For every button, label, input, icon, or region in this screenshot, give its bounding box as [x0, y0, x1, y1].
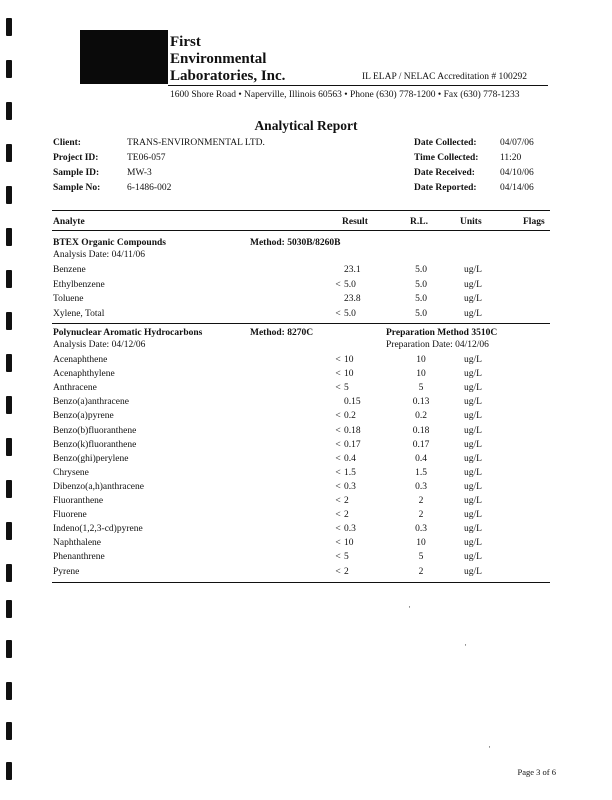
result-value: 0.2 [344, 411, 356, 422]
reporting-limit: 5 [418, 552, 424, 563]
result-value: 5 [344, 552, 349, 563]
reporting-limit: 0.13 [412, 397, 430, 408]
table-row [0, 265, 612, 279]
result-qualifier: < [335, 279, 341, 290]
table-row [0, 440, 612, 454]
analyte-name: Phenanthrene [53, 552, 105, 563]
date-collected-label: Date Collected: [414, 138, 477, 148]
result-qualifier: < [335, 496, 341, 506]
result-units: ug/L [464, 453, 482, 464]
result-units: ug/L [464, 481, 482, 492]
result-qualifier: < [335, 481, 341, 492]
reporting-limit: 0.17 [412, 439, 430, 450]
analyte-name: Benzene [53, 265, 86, 275]
result-value: 0.17 [344, 439, 361, 450]
result-qualifier: < [335, 355, 341, 365]
reporting-limit: 5.0 [415, 265, 427, 275]
result-value: 2 [344, 566, 349, 577]
company-name-line3: Laboratories, Inc. [170, 68, 286, 84]
analyte-name: Benzo(a)pyrene [53, 411, 114, 422]
reporting-limit: 10 [416, 538, 426, 549]
col-analyte: Analyte [53, 217, 85, 227]
btex-method: Method: 5030B/8260B [250, 238, 341, 248]
client-value: TRANS-ENVIRONMENTAL LTD. [127, 138, 265, 148]
pah-prep-date: Preparation Date: 04/12/06 [386, 340, 489, 350]
table-row [0, 552, 612, 566]
result-units: ug/L [464, 566, 482, 577]
reporting-limit: 0.3 [415, 524, 427, 535]
table-row [0, 411, 612, 425]
result-value: 23.8 [344, 294, 361, 304]
table-row [0, 397, 612, 411]
analyte-name: Naphthalene [53, 538, 102, 549]
result-value: 0.18 [344, 425, 361, 436]
company-address: 1600 Shore Road • Naperville, Illinois 60563 • Phone (630) 778-1200 • Fax (630) 778-1233 [170, 90, 520, 100]
binding-mark [6, 762, 12, 780]
reporting-limit: 10 [416, 355, 426, 365]
analyte-name: Chrysene [53, 467, 89, 478]
table-end-rule [52, 582, 550, 583]
table-row [0, 280, 612, 294]
analyte-name: Benzo(ghi)perylene [53, 453, 129, 464]
table-row [0, 496, 612, 510]
result-units: ug/L [464, 552, 482, 563]
reporting-limit: 5.0 [415, 294, 427, 304]
col-result: Result [342, 217, 368, 227]
result-qualifier: < [335, 510, 341, 521]
analyte-name: Fluoranthene [53, 496, 104, 506]
binding-mark [6, 640, 12, 658]
table-row [0, 369, 612, 383]
company-name-line1: First [170, 34, 201, 50]
sample-id-label: Sample ID: [53, 168, 100, 178]
result-units: ug/L [464, 383, 482, 394]
date-reported-value: 04/14/06 [500, 183, 534, 193]
company-name-line2: Environmental [170, 51, 267, 67]
result-qualifier: < [335, 552, 341, 563]
reporting-limit: 0.18 [412, 425, 430, 436]
table-row [0, 294, 612, 308]
result-qualifier: < [335, 425, 341, 436]
reporting-limit: 5 [418, 383, 424, 394]
reporting-limit: 1.5 [415, 467, 427, 478]
binding-mark [6, 60, 12, 78]
pah-section-title: Polynuclear Aromatic Hydrocarbons [53, 328, 203, 338]
table-row [0, 538, 612, 552]
reporting-limit: 0.2 [415, 411, 427, 422]
scan-mark: · [408, 602, 411, 612]
table-row [0, 468, 612, 482]
sample-no-label: Sample No: [53, 183, 101, 193]
binding-mark [6, 722, 12, 740]
letterhead-rule [168, 85, 548, 86]
result-units: ug/L [464, 411, 482, 422]
result-units: ug/L [464, 369, 482, 380]
result-qualifier: < [335, 439, 341, 450]
result-value: 0.15 [344, 397, 361, 408]
result-units: ug/L [464, 496, 482, 506]
result-units: ug/L [464, 397, 482, 408]
sample-no-value: 6-1486-002 [127, 183, 172, 193]
analyte-name: Toluene [53, 294, 84, 304]
company-logo [80, 30, 168, 84]
result-units: ug/L [464, 425, 482, 436]
analyte-name: Indeno(1,2,3-cd)pyrene [53, 524, 143, 535]
reporting-limit: 5.0 [415, 308, 427, 319]
result-units: ug/L [464, 538, 482, 549]
page-number: Page 3 of 6 [517, 767, 556, 777]
binding-mark [6, 186, 12, 204]
pah-prep-method: Preparation Method 3510C [386, 328, 498, 338]
date-reported-label: Date Reported: [414, 183, 477, 193]
analyte-name: Dibenzo(a,h)anthracene [53, 481, 144, 492]
pah-method: Method: 8270C [250, 328, 314, 338]
result-qualifier: < [335, 369, 341, 380]
reporting-limit: 2 [418, 496, 424, 506]
result-qualifier: < [335, 538, 341, 549]
analyte-name: Ethylbenzene [53, 279, 105, 290]
analyte-name: Pyrene [53, 566, 80, 577]
result-value: 2 [344, 510, 349, 521]
result-qualifier: < [335, 383, 341, 394]
accreditation-text: IL ELAP / NELAC Accreditation # 100292 [362, 72, 527, 82]
result-units: ug/L [464, 265, 482, 275]
reporting-limit: 5.0 [415, 279, 427, 290]
result-value: 0.4 [344, 453, 356, 464]
date-collected-value: 04/07/06 [500, 138, 534, 148]
table-row [0, 524, 612, 538]
col-units: Units [460, 217, 482, 227]
result-qualifier: < [335, 524, 341, 535]
table-row [0, 454, 612, 468]
reporting-limit: 10 [416, 369, 426, 380]
analyte-name: Benzo(b)fluoranthene [53, 425, 137, 436]
result-units: ug/L [464, 294, 482, 304]
btex-analysis-date: Analysis Date: 04/11/06 [53, 250, 145, 260]
analyte-name: Acenaphthene [53, 355, 108, 365]
table-row [0, 510, 612, 524]
binding-mark [6, 228, 12, 246]
sample-id-value: MW-3 [127, 168, 152, 178]
result-units: ug/L [464, 355, 482, 365]
report-title: Analytical Report [254, 118, 358, 133]
time-collected-label: Time Collected: [414, 153, 479, 163]
result-value: 5 [344, 383, 349, 394]
binding-mark [6, 682, 12, 700]
table-row [0, 426, 612, 440]
result-value: 2 [344, 496, 349, 506]
scan-mark: · [488, 742, 491, 752]
analyte-name: Xylene, Total [53, 308, 105, 319]
col-rl: R.L. [410, 217, 428, 227]
date-received-label: Date Received: [414, 168, 475, 178]
table-row [0, 567, 612, 581]
client-label: Client: [53, 138, 81, 148]
analyte-name: Benzo(k)fluoranthene [53, 439, 137, 450]
btex-section-title: BTEX Organic Compounds [53, 238, 166, 248]
result-value: 0.3 [344, 481, 356, 492]
result-units: ug/L [464, 308, 482, 319]
date-received-value: 04/10/06 [500, 168, 534, 178]
result-value: 10 [344, 538, 354, 549]
result-units: ug/L [464, 279, 482, 290]
project-label: Project ID: [53, 153, 99, 163]
result-value: 5.0 [344, 279, 356, 290]
result-qualifier: < [335, 453, 341, 464]
scan-mark: · [464, 640, 467, 650]
table-row [0, 355, 612, 369]
result-qualifier: < [335, 308, 341, 319]
reporting-limit: 2 [418, 566, 424, 577]
result-value: 10 [344, 355, 354, 365]
result-value: 23.1 [344, 265, 361, 275]
binding-mark [6, 18, 12, 36]
table-row [0, 482, 612, 496]
result-value: 5.0 [344, 308, 356, 319]
table-row [0, 309, 612, 323]
header-rule [52, 210, 550, 211]
analyte-name: Benzo(a)anthracene [53, 397, 129, 408]
analyte-name: Acenaphthylene [53, 369, 115, 380]
result-units: ug/L [464, 467, 482, 478]
result-qualifier: < [335, 566, 341, 577]
col-flags: Flags [523, 217, 545, 227]
analyte-name: Fluorene [53, 510, 87, 521]
result-value: 10 [344, 369, 354, 380]
pah-analysis-date: Analysis Date: 04/12/06 [53, 340, 146, 350]
reporting-limit: 2 [418, 510, 424, 521]
time-collected-value: 11:20 [500, 153, 522, 163]
result-value: 1.5 [344, 467, 356, 478]
binding-mark [6, 144, 12, 162]
project-value: TE06-057 [127, 153, 166, 163]
result-units: ug/L [464, 524, 482, 535]
analyte-name: Anthracene [53, 383, 97, 394]
result-qualifier: < [335, 467, 341, 478]
reporting-limit: 0.3 [415, 481, 427, 492]
binding-mark [6, 600, 12, 618]
reporting-limit: 0.4 [415, 453, 427, 464]
column-header-rule [52, 230, 550, 231]
result-value: 0.3 [344, 524, 356, 535]
result-units: ug/L [464, 510, 482, 521]
section-rule [52, 323, 550, 324]
result-qualifier: < [335, 411, 341, 422]
result-units: ug/L [464, 439, 482, 450]
table-row [0, 383, 612, 397]
